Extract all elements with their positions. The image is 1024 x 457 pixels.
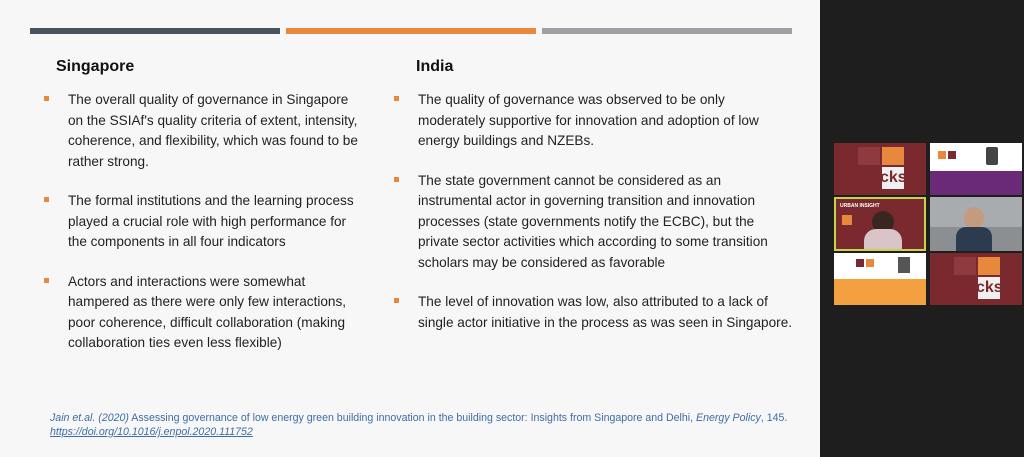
logo-square xyxy=(858,147,880,165)
citation-text: Assessing governance of low energy green building innovation in the building sector: Insights from Singapore and Delhi, xyxy=(128,412,697,424)
header-bar-orange xyxy=(286,28,536,34)
logo-mark xyxy=(842,215,852,225)
citation-volume: , 145. xyxy=(760,412,788,424)
singapore-bullet: The formal institutions and the learning process played a crucial role with high performance for the components in all four indicators xyxy=(44,191,364,253)
header-bar-dark xyxy=(30,28,280,34)
thumbnail-banner xyxy=(834,279,926,305)
singapore-bullet: The overall quality of governance in Singapore on the SSIAf's quality criteria of extent, intensity, coherence, and flexibility, which was found to be rather strong. xyxy=(44,90,364,172)
india-bullet: The state government cannot be considered as an instrumental actor in governing transition and innovation processes (state governments notify the ECBC), but the private sector activities which according to some transition scholars may be considered as favorable xyxy=(394,171,794,274)
doi-link[interactable]: https://doi.org/10.1016/j.enpol.2020.111752 xyxy=(50,426,253,438)
participant-tile-cks[interactable] xyxy=(834,143,926,195)
participant-tile-thumbnail-orange[interactable] xyxy=(834,253,926,305)
india-bullet: The quality of governance was observed to be only moderately supportive for innovation and adoption of low energy buildings and NZEBs. xyxy=(394,90,794,152)
logo-mark xyxy=(866,259,874,267)
citation-journal: Energy Policy xyxy=(696,412,761,424)
logo-square xyxy=(978,257,1000,275)
india-column xyxy=(394,90,794,352)
urban-insight-label: URBAN INSIGHT xyxy=(840,203,880,209)
india-bullet: The level of innovation was low, also attributed to a lack of single actor initiative in the process as was seen in Singapore. xyxy=(394,292,794,333)
person-head xyxy=(964,207,984,229)
logo-mark xyxy=(856,259,864,267)
logo-square xyxy=(882,147,904,165)
person-photo xyxy=(898,257,910,273)
header-bar-gray xyxy=(542,28,792,34)
citation xyxy=(50,411,790,439)
participant-tile-active-speaker[interactable] xyxy=(834,197,926,251)
participant-tile-thumbnail[interactable] xyxy=(930,143,1022,195)
singapore-column xyxy=(44,90,364,373)
participant-panel xyxy=(820,0,1024,457)
singapore-bullet: Actors and interactions were somewhat hampered as there were only few interactions, poor coherence, difficult collaboration (making collaboration ties even less flexible) xyxy=(44,272,364,354)
person-photo xyxy=(986,147,998,165)
thumbnail-banner xyxy=(930,171,1022,195)
participant-tile-cks-2[interactable] xyxy=(930,253,1022,305)
singapore-heading: Singapore xyxy=(56,58,135,75)
cks-logo-text: cks xyxy=(976,279,1003,296)
speaker-body xyxy=(864,229,902,251)
cks-logo-text: cks xyxy=(880,169,907,186)
citation-authors: Jain et.al. (2020) xyxy=(50,412,129,424)
logo-mark xyxy=(948,151,956,159)
participant-tile-video[interactable] xyxy=(930,197,1022,251)
person-body xyxy=(956,227,992,251)
logo-mark xyxy=(938,151,946,159)
thumbnail-header xyxy=(930,143,1022,169)
logo-square xyxy=(954,257,976,275)
india-heading: India xyxy=(416,58,454,75)
